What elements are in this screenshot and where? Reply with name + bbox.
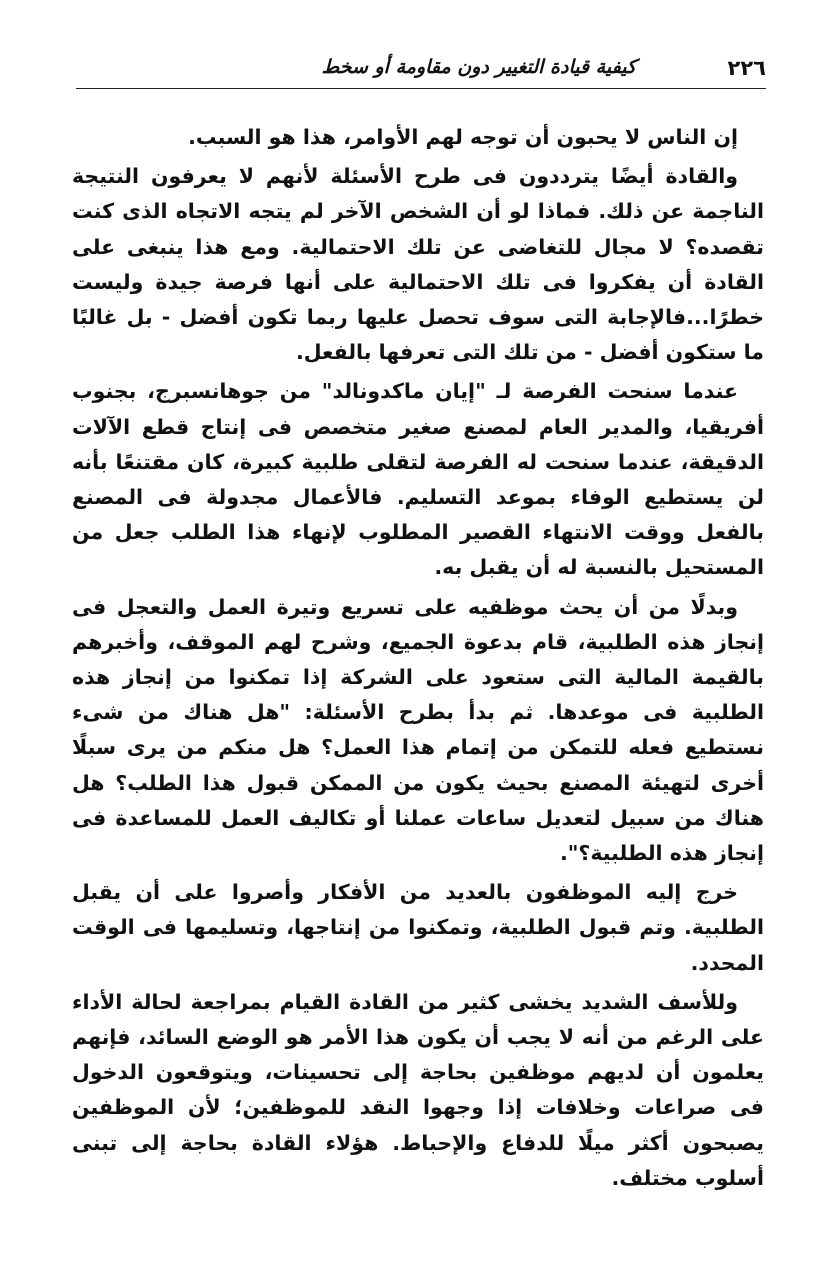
page-number: ٢٢٦ [727,56,766,80]
running-header [76,54,766,89]
paragraph-1: إن الناس لا يحبون أن توجه لهم الأوامر، هذا هو السبب. [188,125,738,149]
paragraph-2: والقادة أيضًا يترددون فى طرح الأسئلة لأنهم لا يعرفون النتيجة الناجمة عن ذلك. فماذا لو أن الشخص الآخر لم يتجه الاتجاه الذى كنت تقصده؟ لا مجال للتغاضى عن تلك الاحتمالية. ومع هذا ينبغى على القادة أن يفكروا فى تلك الاحتمالية على أنها فرصة جيدة وليست خطرًا...فالإجابة التى سوف تحصل عليها ربما تكون أفضل - بل غالبًا ما ستكون أفضل - من تلك التى تعرفها بالفعل. [72,164,764,365]
paragraph-6: وللأسف الشديد يخشى كثير من القادة القيام بمراجعة لحالة الأداء على الرغم من أنه لا يجب أن يكون هذا الأمر هو الوضع السائد، فإنهم يعلمون أن لديهم موظفين بحاجة إلى تحسينات، ويتوقعون الدخول فى صراعات وخلافات إذا وجهوا النقد للموظفين؛ لأن الموظفين يصبحون أكثر ميلًا للدفاع والإحباط. هؤلاء القادة بحاجة إلى تبنى أسلوب مختلف. [72,989,764,1190]
paragraph-4: وبدلًا من أن يحث موظفيه على تسريع وتيرة العمل والتعجل فى إنجاز هذه الطلبية، قام بدعوة الجميع، وشرح لهم الموقف، وأخبرهم بالقيمة المالية التى ستعود على الشركة إذا تمكنوا من إنجاز هذه الطلبية فى موعدها. ثم بدأ بطرح الأسئلة: "هل هناك من شىء نستطيع فعله للتمكن من إتمام هذا العمل؟ هل منكم من يرى سبلًا أخرى لتهيئة المصنع بحيث يكون من الممكن قبول هذا الطلب؟ هل هناك من سبيل لتعديل ساعات عملنا أو تكاليف العمل للمساعدة فى إنجاز هذه الطلبية؟". [72,594,764,866]
body-text [72,120,764,1200]
paragraph-5: خرج إليه الموظفون بالعديد من الأفكار وأصروا على أن يقبل الطلبية. وتم قبول الطلبية، وتمكنوا من إنتاجها، وتسليمها فى الوقت المحدد. [72,880,764,975]
running-title: كيفية قيادة التغيير دون مقاومة أو سخط [321,56,636,78]
paragraph-3: عندما سنحت الفرصة لـ "إيان ماكدونالد" من جوهانسبرج، بجنوب أفريقيا، والمدير العام لمصنع صغير متخصص فى إنتاج قطع الآلات الدقيقة، عندما سنحت له الفرصة لتقلى طلبية كبيرة، كان مقتنعًا بأنه لن يستطيع الوفاء بموعد التسليم. فالأعمال مجدولة فى المصنع بالفعل ووقت الانتهاء القصير المطلوب لإنهاء هذا الطلب جعل من المستحيل بالنسبة له أن يقبل به. [72,379,764,580]
